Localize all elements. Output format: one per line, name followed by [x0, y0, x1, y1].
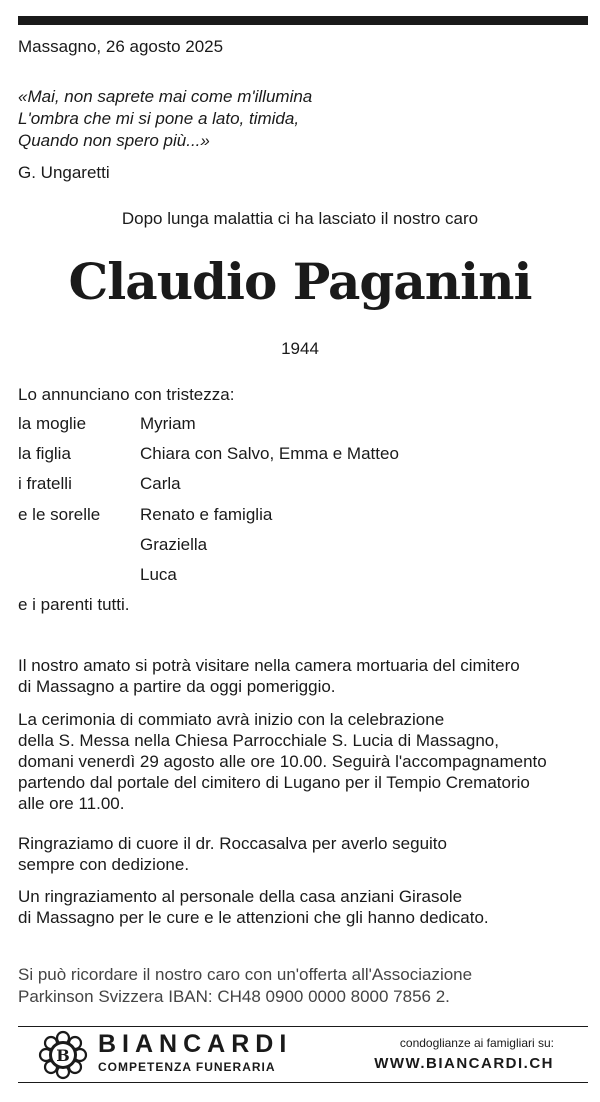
paragraph-line: di Massagno per le cure e le attenzioni che gli hanno dedicato. — [18, 908, 489, 927]
family-member: Renato e famiglia — [140, 505, 273, 524]
quote-author: G. Ungaretti — [18, 163, 110, 182]
paragraph-line: partendo dal portale del cimitero di Lugano per il Tempio Crematorio — [18, 773, 530, 792]
family-member: Chiara con Salvo, Emma e Matteo — [140, 444, 399, 463]
family-member: Graziella — [140, 535, 208, 554]
website-link[interactable]: WWW.BIANCARDI.CH — [374, 1055, 554, 1072]
donation-line: Parkinson Svizzera IBAN: CH48 0900 0000 8000 7856 2. — [18, 987, 450, 1006]
quote-line: «Mai, non saprete mai come m'illumina — [18, 87, 313, 106]
paragraph-ceremony — [18, 709, 547, 814]
paragraph-line: Il nostro amato si potrà visitare nella camera mortuaria del cimitero — [18, 656, 520, 675]
family-relation: la figlia — [18, 444, 71, 463]
paragraph-line: La cerimonia di commiato avrà inizio con la celebrazione — [18, 710, 445, 729]
paragraph-line: alle ore 11.00. — [18, 794, 125, 813]
condolences-label: condoglianze ai famigliari su: — [399, 1036, 554, 1050]
biancardi-logo-icon — [38, 1030, 88, 1080]
birth-year: 1944 — [281, 339, 319, 358]
family-relation: i fratelli — [18, 474, 72, 493]
family-relation: e le sorelle — [18, 505, 101, 524]
quote-line: Quando non spero più...» — [18, 131, 210, 150]
logo-letter: B — [56, 1046, 70, 1065]
paragraph-line: di Massagno a partire da oggi pomeriggio. — [18, 677, 336, 696]
paragraph-line: sempre con dedizione. — [18, 855, 190, 874]
footer-bottom-rule — [18, 1082, 588, 1083]
footer-rule — [18, 1026, 588, 1027]
quote-line: L'ombra che mi si pone a lato, timida, — [18, 109, 300, 128]
brand-tagline: COMPETENZA FUNERARIA — [98, 1060, 276, 1074]
family-member: Myriam — [140, 414, 196, 433]
brand-name: BIANCARDI — [98, 1030, 293, 1058]
intro-text: Dopo lunga malattia ci ha lasciato il nostro caro — [121, 209, 479, 228]
deceased-name: Claudio Paganini — [68, 252, 532, 311]
paragraph-thanks-staff — [18, 886, 489, 928]
place-date: Massagno, 26 agosto 2025 — [18, 37, 224, 56]
paragraph-line: della S. Messa nella Chiesa Parrocchiale S. Lucia di Massagno, — [18, 731, 499, 750]
donation-line: Si può ricordare il nostro caro con un'offerta all'Associazione — [18, 965, 473, 984]
announcement-closing: e i parenti tutti. — [18, 595, 130, 614]
donation-note — [18, 964, 472, 1008]
paragraph-line: Ringraziamo di cuore il dr. Roccasalva per averlo seguito — [18, 834, 447, 853]
top-rule — [18, 16, 588, 25]
announcement-heading: Lo annunciano con tristezza: — [18, 385, 235, 404]
paragraph-line: domani venerdì 29 agosto alle ore 10.00. Seguirà l'accompagnamento — [18, 752, 547, 771]
paragraph-thanks-doctor — [18, 833, 447, 875]
family-member: Carla — [140, 474, 181, 493]
paragraph-line: Un ringraziamento al personale della casa anziani Girasole — [18, 887, 463, 906]
family-member: Luca — [140, 565, 177, 584]
poem-quote — [18, 86, 312, 152]
paragraph-visit — [18, 655, 520, 697]
family-relation: la moglie — [18, 414, 87, 433]
